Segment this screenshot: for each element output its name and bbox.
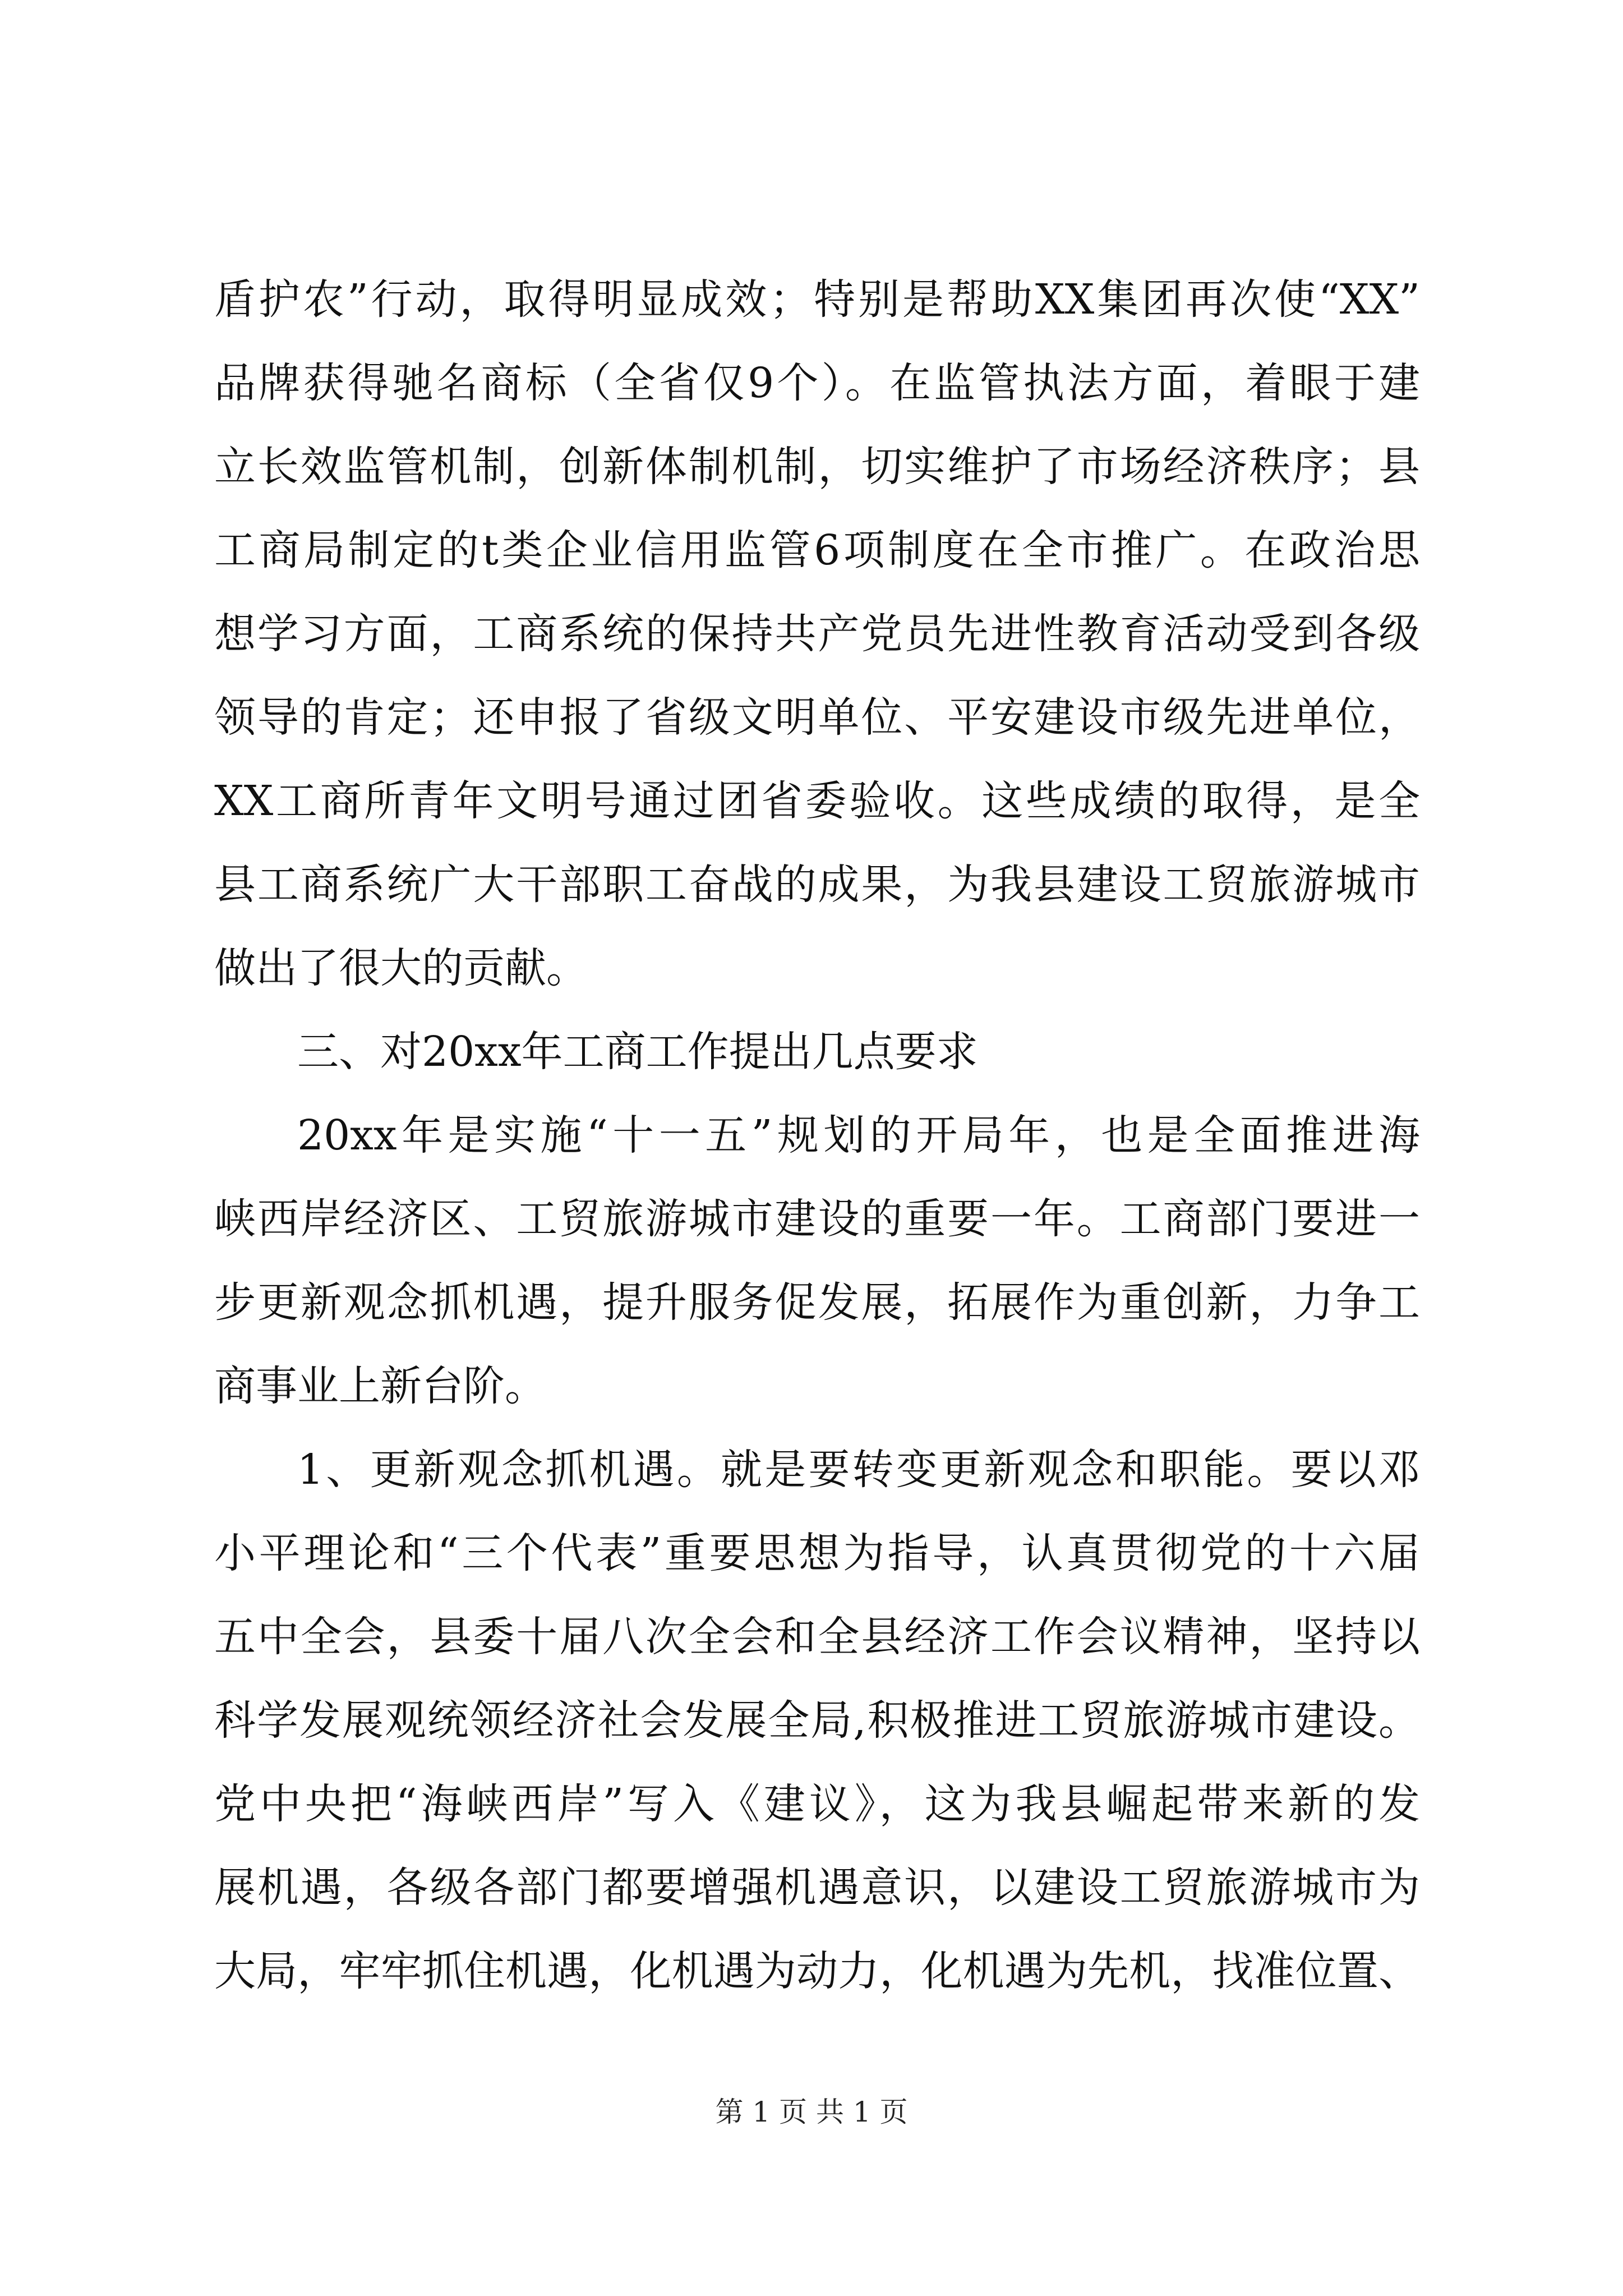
body-line-18: 科学发展观统领经济社会发展全局,积极推进工贸旅游城市建设。 <box>214 1696 1420 1745</box>
body-line-1: 盾护农”行动，取得明显成效；特别是帮助XX集团再次使“XX” <box>214 275 1420 324</box>
body-line-11: 20xx年是实施“十一五”规划的开局年，也是全面推进海 <box>297 1111 1420 1159</box>
body-line-2: 品牌获得驰名商标（全省仅9个）。在监管执法方面，着眼于建 <box>214 359 1420 407</box>
body-line-3: 立长效监管机制，创新体制机制，切实维护了市场经济秩序；县 <box>214 443 1420 491</box>
body-line-7: XX工商所青年文明号通过团省委验收。这些成绩的取得，是全 <box>214 777 1420 825</box>
body-line-19: 党中央把“海峡西岸”写入《建议》，这为我县崛起带来新的发 <box>214 1780 1420 1828</box>
body-line-20: 展机遇，各级各部门都要增强机遇意识，以建设工贸旅游城市为 <box>214 1864 1420 1912</box>
document-body <box>214 258 1420 2013</box>
body-line-9: 做出了很大的贡献。 <box>214 944 588 992</box>
body-line-8: 县工商系统广大干部职工奋战的成果，为我县建设工贸旅游城市 <box>214 861 1420 909</box>
section-heading: 三、对20xx年工商工作提出几点要求 <box>297 1028 978 1076</box>
body-line-21: 大局，牢牢抓住机遇，化机遇为动力，化机遇为先机，找准位置、 <box>214 1947 1420 1995</box>
body-line-14: 商事业上新台阶。 <box>214 1362 546 1410</box>
body-line-16: 小平理论和“三个代表”重要思想为指导，认真贯彻党的十六届 <box>214 1529 1420 1577</box>
body-line-6: 领导的肯定；还申报了省级文明单位、平安建设市级先进单位， <box>214 693 1420 742</box>
body-line-17: 五中全会，县委十届八次全会和全县经济工作会议精神，坚持以 <box>214 1613 1420 1661</box>
page-footer: 第 1 页 共 1 页 <box>715 2096 908 2128</box>
body-line-15: 1、更新观念抓机遇。就是要转变更新观念和职能。要以邓 <box>297 1446 1420 1494</box>
body-line-12: 峡西岸经济区、工贸旅游城市建设的重要一年。工商部门要进一 <box>214 1195 1420 1243</box>
body-line-5: 想学习方面，工商系统的保持共产党员先进性教育活动受到各级 <box>214 610 1420 658</box>
body-line-4: 工商局制定的t类企业信用监管6项制度在全市推广。在政治思 <box>214 526 1420 574</box>
body-line-13: 步更新观念抓机遇，提升服务促发展，拓展作为重创新，力争工 <box>214 1278 1420 1327</box>
